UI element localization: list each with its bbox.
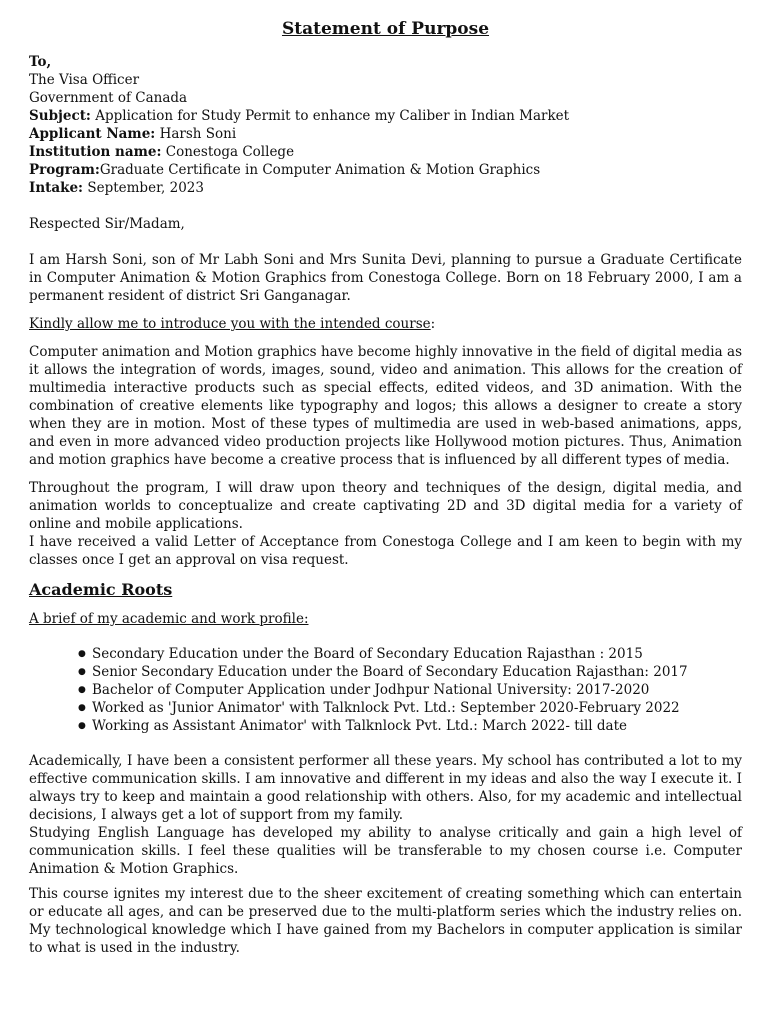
applicant-label: Applicant Name: [29,126,156,142]
intake-label: Intake: [29,180,84,196]
institution-label: Institution name: [29,144,162,160]
officer-line: The Visa Officer [29,72,140,88]
page-title: Statement of Purpose [281,19,490,39]
intro-paragraph: I am Harsh Soni, son of Mr Labh Soni and Mrs Sunita Devi, planning to pursue a Graduate Certificate in Computer Animation & Motion Graphics from Conestoga College. Born on 18 February 2000, I am a permanent resident of district Sri Ganganagar. [29,252,742,304]
academic-paragraph-2: Studying English Language has developed my ability to analyse critically and gain a high level of communication skills. I feel these qualities will be transferable to my chosen course i.e. Computer Animation & Motion Graphics. [29,825,742,877]
academic-paragraph-1: Academically, I have been a consistent performer all these years. My school has contributed a lot to my effective communication skills. I am innovative and different in my ideas and also the way I execute it. I always try to keep and maintain a good relationship with others. Also, for my academic and intellectual decisions, I always get a lot of support from my family. [29,753,742,823]
course-paragraph-3: I have received a valid Letter of Acceptance from Conestoga College and I am keen to begin with my classes once I get an approval on visa request. [29,534,742,568]
subject-value: Application for Study Permit to enhance my Caliber in Indian Market [90,108,570,124]
list-item: ● Worked as 'Junior Animator' with Talknlock Pvt. Ltd.: September 2020-February 2022 [78,699,742,717]
course-intro-colon: : [430,316,436,332]
address-block [29,53,742,197]
list-item: ● Senior Secondary Education under the Board of Secondary Education Rajasthan: 2017 [78,663,742,681]
list-item: ● Secondary Education under the Board of Secondary Education Rajasthan : 2015 [78,645,742,663]
to-line: To, [29,54,52,70]
program-line [29,161,742,179]
course-paragraph-2: Throughout the program, I will draw upon theory and techniques of the design, digital media, and animation worlds to conceptualize and create captivating 2D and 3D digital media for a variety of online and mobile applications. [29,480,742,532]
course-intro-heading: Kindly allow me to introduce you with the intended course [29,316,431,332]
subject-line [29,107,742,125]
academic-roots-heading: Academic Roots [29,580,173,599]
institution-value: Conestoga College [161,144,295,160]
government-line: Government of Canada [29,90,188,106]
subject-label: Subject: [29,108,91,124]
academic-brief-label: A brief of my academic and work profile: [29,611,309,627]
applicant-line [29,125,742,143]
program-label: Program: [29,162,100,178]
list-item: ● Working as Assistant Animator' with Talknlock Pvt. Ltd.: March 2022- till date [78,717,742,735]
academic-list [29,645,742,735]
list-item: ● Bachelor of Computer Application under Jodhpur National University: 2017-2020 [78,681,742,699]
institution-line [29,143,742,161]
intake-value: September, 2023 [83,180,204,196]
course-intro-heading-line [29,315,742,333]
applicant-value: Harsh Soni [155,126,237,142]
course-paragraph-1: Computer animation and Motion graphics have become highly innovative in the field of digital media as it allows the integration of words, images, sound, video and animation. This allows for the creation of multimedia interactive products such as special effects, edited videos, and 3D animation. With the combination of creative elements like typography and logos; this allows a designer to create a story when they are in motion. Most of these types of multimedia are used in web-based animations, apps, and even in more advanced video production projects like Hollywood motion pictures. Thus, Animation and motion graphics have become a creative process that is influenced by all different types of media. [29,344,742,468]
intake-line [29,179,742,197]
greeting: Respected Sir/Madam, [29,216,185,232]
academic-paragraph-3: This course ignites my interest due to the sheer excitement of creating something which can entertain or educate all ages, and can be preserved due to the multi-platform series which the industry relies on. My technological knowledge which I have gained from my Bachelors in computer application is similar to what is used in the industry. [29,886,742,956]
document-page [29,18,742,957]
program-value: Graduate Certificate in Computer Animation & Motion Graphics [99,162,541,178]
